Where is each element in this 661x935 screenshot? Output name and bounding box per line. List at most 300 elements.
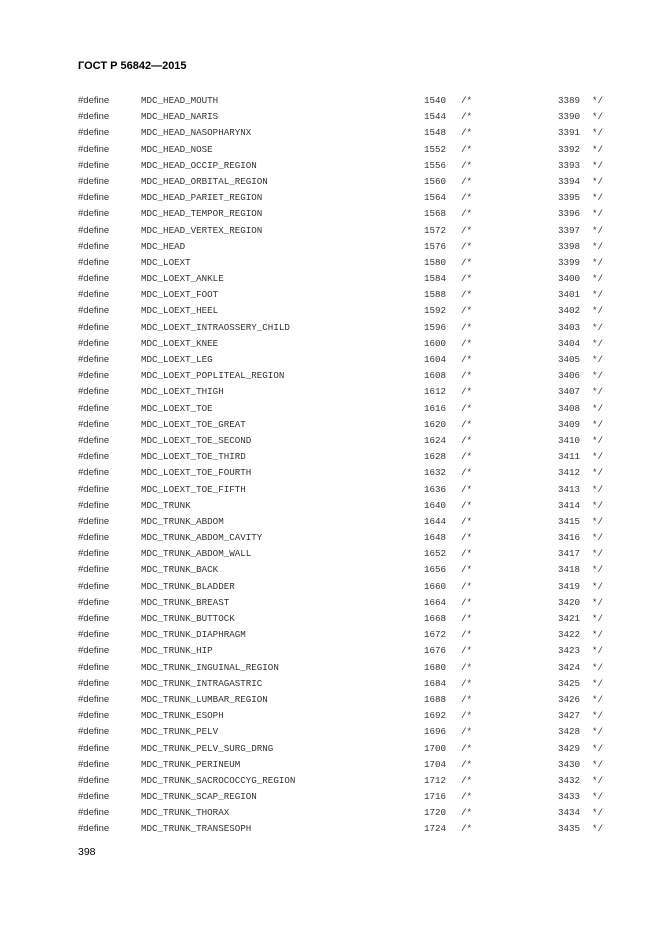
macro-value: 1588: [424, 289, 447, 301]
macro-name: MDC_TRUNK_ABDOM_CAVITY: [141, 532, 263, 544]
define-line: [78, 579, 618, 595]
comment-open: /*: [461, 548, 473, 560]
define-keyword: #define: [78, 143, 110, 155]
comment-code: 3422: [558, 629, 581, 641]
comment-code: 3402: [558, 305, 581, 317]
comment-code: 3424: [558, 661, 581, 673]
macro-name: MDC_LOEXT_FOOT: [141, 289, 219, 301]
comment-open: /*: [461, 564, 473, 576]
macro-name: MDC_LOEXT_INTRAOSSERY_CHILD: [141, 321, 290, 333]
macro-value: 1604: [424, 354, 447, 365]
define-line: [78, 223, 618, 239]
define-keyword: #define: [78, 580, 110, 592]
define-line: [78, 773, 618, 789]
comment-code: 3421: [558, 613, 581, 624]
define-keyword: #define: [78, 726, 110, 738]
comment-close: */: [592, 127, 604, 139]
comment-open: /*: [461, 661, 473, 673]
macro-name: MDC_TRUNK_PERINEUM: [141, 758, 241, 770]
comment-open: /*: [461, 386, 473, 398]
define-line: [78, 271, 618, 287]
comment-open: /*: [461, 418, 473, 430]
comment-open: /*: [461, 596, 473, 608]
code-listing: [78, 93, 618, 838]
define-keyword: #define: [78, 111, 110, 123]
comment-code: 3399: [558, 256, 581, 268]
define-line: [78, 498, 618, 514]
macro-value: 1620: [424, 418, 447, 430]
macro-name: MDC_TRUNK_THORAX: [141, 807, 230, 819]
comment-close: */: [592, 240, 604, 252]
macro-value: 1716: [424, 791, 447, 803]
define-line: [78, 449, 618, 465]
define-keyword: #define: [78, 629, 110, 641]
define-line: [78, 401, 618, 417]
document-header: ГОСТ Р 56842—2015: [78, 60, 187, 72]
comment-close: */: [592, 467, 604, 479]
comment-open: /*: [461, 434, 473, 446]
define-keyword: #define: [78, 677, 110, 689]
define-line: [78, 627, 618, 643]
define-keyword: #define: [78, 661, 110, 673]
macro-name: MDC_TRUNK_ABDOM: [141, 515, 224, 527]
comment-open: /*: [461, 823, 473, 835]
macro-name: MDC_HEAD_ORBITAL_REGION: [141, 175, 268, 187]
macro-value: 1668: [424, 613, 447, 624]
define-keyword: #define: [78, 515, 110, 527]
define-keyword: #define: [78, 532, 110, 544]
comment-code: 3393: [558, 159, 581, 171]
define-keyword: #define: [78, 321, 110, 333]
define-line: [78, 303, 618, 319]
define-line: [78, 368, 618, 384]
comment-code: 3404: [558, 337, 581, 349]
comment-close: */: [592, 402, 604, 414]
macro-value: 1636: [424, 483, 447, 495]
define-keyword: #define: [78, 710, 110, 722]
macro-value: 1720: [424, 807, 447, 819]
comment-code: 3430: [558, 758, 581, 770]
define-line: [78, 433, 618, 449]
macro-name: MDC_TRUNK_SACROCOCCYG_REGION: [141, 774, 296, 786]
macro-name: MDC_HEAD_OCCIP_REGION: [141, 159, 257, 171]
comment-code: 3413: [558, 483, 581, 495]
comment-open: /*: [461, 289, 473, 301]
define-keyword: #define: [78, 613, 110, 624]
macro-name: MDC_TRUNK_BREAST: [141, 596, 230, 608]
macro-name: MDC_TRUNK_INTRAGASTRIC: [141, 677, 263, 689]
comment-close: */: [592, 710, 604, 722]
define-keyword: #define: [78, 467, 110, 479]
comment-code: 3406: [558, 370, 581, 382]
macro-name: MDC_HEAD_NARIS: [141, 111, 219, 123]
comment-close: */: [592, 256, 604, 268]
macro-value: 1612: [424, 386, 447, 398]
comment-close: */: [592, 289, 604, 301]
comment-code: 3414: [558, 499, 581, 511]
macro-name: MDC_TRUNK_TRANSESOPH: [141, 823, 252, 835]
comment-close: */: [592, 774, 604, 786]
macro-value: 1660: [424, 580, 447, 592]
define-line: [78, 190, 618, 206]
define-keyword: #define: [78, 548, 110, 560]
comment-open: /*: [461, 726, 473, 738]
define-line: [78, 352, 618, 368]
macro-name: MDC_LOEXT_KNEE: [141, 337, 219, 349]
comment-close: */: [592, 208, 604, 220]
macro-value: 1600: [424, 337, 447, 349]
define-keyword: #define: [78, 175, 110, 187]
macro-name: MDC_HEAD_VERTEX_REGION: [141, 224, 263, 236]
comment-code: 3434: [558, 807, 581, 819]
macro-name: MDC_TRUNK_BACK: [141, 564, 219, 576]
comment-open: /*: [461, 499, 473, 511]
define-keyword: #define: [78, 483, 110, 495]
comment-open: /*: [461, 532, 473, 544]
macro-name: MDC_LOEXT_POPLITEAL_REGION: [141, 370, 285, 382]
define-keyword: #define: [78, 418, 110, 430]
comment-open: /*: [461, 807, 473, 819]
macro-value: 1684: [424, 677, 447, 689]
comment-close: */: [592, 305, 604, 317]
comment-close: */: [592, 192, 604, 204]
define-line: [78, 595, 618, 611]
define-keyword: #define: [78, 208, 110, 220]
comment-close: */: [592, 451, 604, 463]
comment-close: */: [592, 613, 604, 624]
comment-close: */: [592, 564, 604, 576]
macro-value: 1576: [424, 240, 447, 252]
comment-open: /*: [461, 192, 473, 204]
comment-close: */: [592, 483, 604, 495]
macro-value: 1596: [424, 321, 447, 333]
define-keyword: #define: [78, 370, 110, 382]
macro-value: 1572: [424, 224, 447, 236]
comment-open: /*: [461, 758, 473, 770]
macro-value: 1652: [424, 548, 447, 560]
comment-code: 3420: [558, 596, 581, 608]
comment-close: */: [592, 823, 604, 835]
define-keyword: #define: [78, 159, 110, 171]
comment-open: /*: [461, 645, 473, 657]
macro-value: 1624: [424, 434, 447, 446]
comment-code: 3419: [558, 580, 581, 592]
macro-name: MDC_HEAD_NOSE: [141, 143, 213, 155]
define-line: [78, 125, 618, 141]
macro-value: 1616: [424, 402, 447, 414]
define-line: [78, 741, 618, 757]
macro-name: MDC_TRUNK_PELV_SURG_DRNG: [141, 742, 274, 754]
macro-value: 1656: [424, 564, 447, 576]
define-line: [78, 465, 618, 481]
comment-close: */: [592, 807, 604, 819]
comment-code: 3391: [558, 127, 581, 139]
comment-open: /*: [461, 402, 473, 414]
macro-name: MDC_LOEXT_TOE_FOURTH: [141, 467, 252, 479]
define-keyword: #define: [78, 354, 110, 365]
define-keyword: #define: [78, 127, 110, 139]
define-line: [78, 336, 618, 352]
page-number: 398: [78, 846, 96, 858]
comment-close: */: [592, 726, 604, 738]
macro-name: MDC_LOEXT_LEG: [141, 354, 213, 365]
comment-close: */: [592, 515, 604, 527]
comment-code: 3411: [558, 451, 581, 463]
macro-name: MDC_HEAD: [141, 240, 186, 252]
comment-code: 3395: [558, 192, 581, 204]
comment-open: /*: [461, 791, 473, 803]
comment-open: /*: [461, 370, 473, 382]
macro-value: 1712: [424, 774, 447, 786]
macro-name: MDC_TRUNK_ESOPH: [141, 710, 224, 722]
comment-code: 3408: [558, 402, 581, 414]
define-line: [78, 676, 618, 692]
comment-open: /*: [461, 774, 473, 786]
macro-value: 1696: [424, 726, 447, 738]
comment-open: /*: [461, 483, 473, 495]
comment-close: */: [592, 548, 604, 560]
define-keyword: #define: [78, 774, 110, 786]
comment-open: /*: [461, 240, 473, 252]
comment-open: /*: [461, 256, 473, 268]
macro-value: 1672: [424, 629, 447, 641]
comment-code: 3397: [558, 224, 581, 236]
comment-open: /*: [461, 467, 473, 479]
comment-open: /*: [461, 693, 473, 705]
macro-name: MDC_LOEXT_THIGH: [141, 386, 224, 398]
define-keyword: #define: [78, 434, 110, 446]
define-keyword: #define: [78, 758, 110, 770]
comment-code: 3389: [558, 95, 581, 106]
comment-code: 3394: [558, 175, 581, 187]
comment-code: 3425: [558, 677, 581, 689]
comment-close: */: [592, 370, 604, 382]
define-keyword: #define: [78, 645, 110, 657]
comment-code: 3400: [558, 273, 581, 285]
comment-close: */: [592, 499, 604, 511]
define-line: [78, 660, 618, 676]
comment-code: 3390: [558, 111, 581, 123]
comment-open: /*: [461, 95, 473, 106]
macro-name: MDC_TRUNK_INGUINAL_REGION: [141, 661, 279, 673]
define-line: [78, 239, 618, 255]
comment-open: /*: [461, 305, 473, 317]
comment-open: /*: [461, 224, 473, 236]
macro-name: MDC_LOEXT_TOE: [141, 402, 213, 414]
comment-open: /*: [461, 742, 473, 754]
define-keyword: #define: [78, 564, 110, 576]
comment-open: /*: [461, 337, 473, 349]
macro-value: 1692: [424, 710, 447, 722]
macro-value: 1700: [424, 742, 447, 754]
define-line: [78, 757, 618, 773]
macro-name: MDC_TRUNK_DIAPHRAGM: [141, 629, 246, 641]
define-keyword: #define: [78, 386, 110, 398]
macro-name: MDC_TRUNK_ABDOM_WALL: [141, 548, 252, 560]
define-line: [78, 384, 618, 400]
define-keyword: #define: [78, 823, 110, 835]
macro-value: 1680: [424, 661, 447, 673]
comment-open: /*: [461, 677, 473, 689]
define-line: [78, 206, 618, 222]
comment-code: 3398: [558, 240, 581, 252]
macro-name: MDC_LOEXT_HEEL: [141, 305, 219, 317]
define-keyword: #define: [78, 596, 110, 608]
comment-close: */: [592, 645, 604, 657]
comment-code: 3396: [558, 208, 581, 220]
define-keyword: #define: [78, 337, 110, 349]
macro-value: 1548: [424, 127, 447, 139]
comment-open: /*: [461, 613, 473, 624]
macro-name: MDC_LOEXT_TOE_SECOND: [141, 434, 252, 446]
define-line: [78, 514, 618, 530]
macro-name: MDC_LOEXT: [141, 256, 191, 268]
comment-open: /*: [461, 580, 473, 592]
define-line: [78, 417, 618, 433]
comment-code: 3418: [558, 564, 581, 576]
macro-name: MDC_LOEXT_TOE_FIFTH: [141, 483, 246, 495]
comment-open: /*: [461, 321, 473, 333]
comment-close: */: [592, 386, 604, 398]
define-line: [78, 821, 618, 837]
macro-name: MDC_HEAD_NASOPHARYNX: [141, 127, 252, 139]
define-line: [78, 562, 618, 578]
comment-close: */: [592, 337, 604, 349]
define-line: [78, 708, 618, 724]
define-line: [78, 530, 618, 546]
define-keyword: #define: [78, 95, 110, 106]
comment-open: /*: [461, 208, 473, 220]
macro-value: 1628: [424, 451, 447, 463]
comment-close: */: [592, 532, 604, 544]
macro-value: 1648: [424, 532, 447, 544]
define-line: [78, 789, 618, 805]
comment-open: /*: [461, 127, 473, 139]
comment-close: */: [592, 629, 604, 641]
comment-close: */: [592, 175, 604, 187]
comment-open: /*: [461, 710, 473, 722]
define-keyword: #define: [78, 305, 110, 317]
comment-open: /*: [461, 273, 473, 285]
define-keyword: #define: [78, 451, 110, 463]
define-keyword: #define: [78, 499, 110, 511]
macro-name: MDC_TRUNK_BLADDER: [141, 580, 235, 592]
macro-value: 1568: [424, 208, 447, 220]
comment-code: 3417: [558, 548, 581, 560]
define-line: [78, 109, 618, 125]
comment-code: 3429: [558, 742, 581, 754]
macro-name: MDC_TRUNK_HIP: [141, 645, 213, 657]
comment-code: 3426: [558, 693, 581, 705]
comment-code: 3435: [558, 823, 581, 835]
define-line: [78, 158, 618, 174]
macro-value: 1688: [424, 693, 447, 705]
macro-value: 1640: [424, 499, 447, 511]
define-line: [78, 320, 618, 336]
macro-value: 1664: [424, 596, 447, 608]
comment-code: 3403: [558, 321, 581, 333]
comment-close: */: [592, 321, 604, 333]
macro-name: MDC_TRUNK_BUTTOCK: [141, 613, 235, 624]
macro-name: MDC_LOEXT_TOE_THIRD: [141, 451, 246, 463]
macro-value: 1540: [424, 95, 447, 106]
define-line: [78, 724, 618, 740]
define-line: [78, 611, 618, 627]
macro-name: MDC_TRUNK_SCAP_REGION: [141, 791, 257, 803]
comment-code: 3405: [558, 354, 581, 365]
macro-name: MDC_LOEXT_ANKLE: [141, 273, 224, 285]
macro-value: 1724: [424, 823, 447, 835]
macro-value: 1608: [424, 370, 447, 382]
define-line: [78, 255, 618, 271]
comment-close: */: [592, 677, 604, 689]
comment-code: 3423: [558, 645, 581, 657]
define-line: [78, 692, 618, 708]
macro-name: MDC_HEAD_PARIET_REGION: [141, 192, 263, 204]
comment-close: */: [592, 758, 604, 770]
comment-close: */: [592, 693, 604, 705]
comment-code: 3392: [558, 143, 581, 155]
comment-open: /*: [461, 159, 473, 171]
comment-close: */: [592, 580, 604, 592]
comment-close: */: [592, 596, 604, 608]
macro-value: 1544: [424, 111, 447, 123]
comment-close: */: [592, 354, 604, 365]
macro-name: MDC_LOEXT_TOE_GREAT: [141, 418, 246, 430]
comment-close: */: [592, 95, 604, 106]
comment-code: 3416: [558, 532, 581, 544]
define-keyword: #define: [78, 807, 110, 819]
macro-value: 1632: [424, 467, 447, 479]
define-line: [78, 287, 618, 303]
define-line: [78, 546, 618, 562]
comment-close: */: [592, 418, 604, 430]
comment-code: 3427: [558, 710, 581, 722]
comment-close: */: [592, 159, 604, 171]
comment-code: 3401: [558, 289, 581, 301]
define-keyword: #define: [78, 402, 110, 414]
define-keyword: #define: [78, 742, 110, 754]
macro-value: 1676: [424, 645, 447, 657]
comment-code: 3407: [558, 386, 581, 398]
comment-code: 3433: [558, 791, 581, 803]
comment-code: 3415: [558, 515, 581, 527]
comment-open: /*: [461, 175, 473, 187]
define-keyword: #define: [78, 289, 110, 301]
define-keyword: #define: [78, 791, 110, 803]
define-line: [78, 643, 618, 659]
comment-close: */: [592, 791, 604, 803]
macro-value: 1556: [424, 159, 447, 171]
comment-open: /*: [461, 451, 473, 463]
define-line: [78, 805, 618, 821]
define-keyword: #define: [78, 256, 110, 268]
macro-name: MDC_TRUNK_PELV: [141, 726, 219, 738]
define-keyword: #define: [78, 693, 110, 705]
macro-value: 1580: [424, 256, 447, 268]
macro-value: 1552: [424, 143, 447, 155]
macro-value: 1592: [424, 305, 447, 317]
macro-name: MDC_TRUNK_LUMBAR_REGION: [141, 693, 268, 705]
comment-close: */: [592, 661, 604, 673]
comment-close: */: [592, 143, 604, 155]
macro-value: 1584: [424, 273, 447, 285]
define-keyword: #define: [78, 224, 110, 236]
comment-open: /*: [461, 515, 473, 527]
comment-open: /*: [461, 629, 473, 641]
macro-name: MDC_HEAD_TEMPOR_REGION: [141, 208, 263, 220]
define-line: [78, 142, 618, 158]
